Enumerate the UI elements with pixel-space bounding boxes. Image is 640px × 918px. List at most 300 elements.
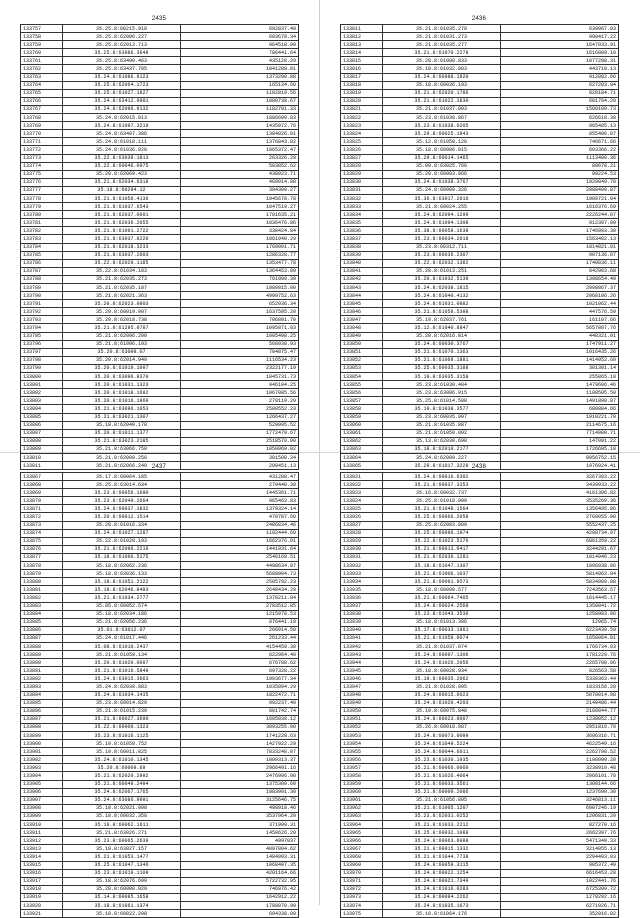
coordinate-cell: 35.19.8:61032.803 (383, 65, 501, 73)
record-id-cell: 133831 (341, 186, 383, 194)
table-row (341, 243, 619, 251)
coordinate-cell: 35.24.8:60024.2568 (383, 602, 501, 610)
table-row (21, 651, 299, 659)
amount-cell: 5330363.44 (501, 675, 619, 683)
amount-cell: 680884.66 (501, 405, 619, 413)
table-row (341, 545, 619, 553)
record-id-cell: 133797 (21, 348, 63, 356)
amount-cell: 639967.03 (501, 25, 619, 33)
coordinate-cell: 35.21.8:63037.2603 (63, 251, 181, 259)
coordinate-cell: 35.21.8:62066.249 (63, 462, 181, 470)
amount-cell: 99224.53 (501, 170, 619, 178)
record-id-cell: 133947 (341, 683, 383, 691)
table-row (21, 130, 299, 138)
amount-cell: 89678.21 (501, 162, 619, 170)
amount-cell: 503852.62 (181, 162, 299, 170)
amount-cell: 568930.93 (181, 340, 299, 348)
table-row (341, 445, 619, 453)
record-id-cell: 133851 (341, 348, 383, 356)
record-id-cell: 133891 (21, 667, 63, 675)
amount-cell: 4097004.62 (181, 845, 299, 853)
coordinate-cell: 35.20.8:61016.334 (63, 521, 181, 529)
coordinate-cell: 35.18.8:62046.8493 (63, 586, 181, 594)
coordinate-cell: 35.21.8:61005.1207 (383, 804, 501, 812)
coordinate-cell: 35.19.8:60075.848 (383, 707, 501, 715)
record-id-cell: 133805 (21, 413, 63, 421)
coordinate-cell: 35.21.8:61070.1363 (383, 348, 501, 356)
record-id-cell: 133792 (21, 308, 63, 316)
coordinate-cell: 35.21.8:61031.273 (383, 33, 501, 41)
amount-cell: 1945678.78 (181, 194, 299, 202)
coordinate-cell: 35.21.8:60027.3690 (63, 715, 181, 723)
coordinate-cell: 35.23.8:60035.997 (383, 413, 501, 421)
record-id-cell: 133856 (341, 389, 383, 397)
table-row (341, 73, 619, 81)
record-id-cell: 133922 (341, 481, 383, 489)
table-row (21, 259, 299, 267)
table-row (21, 453, 299, 461)
record-id-cell: 133845 (341, 300, 383, 308)
record-id-cell: 133877 (21, 553, 63, 561)
coordinate-cell: 35.16.8:60032.737 (383, 489, 501, 497)
record-id-cell: 133847 (341, 316, 383, 324)
table-row (21, 772, 299, 780)
amount-cell: 965485.13 (501, 122, 619, 130)
record-id-cell: 133875 (21, 537, 63, 545)
coordinate-cell: 35.21.8:61091.2722 (63, 227, 181, 235)
table-row (341, 186, 619, 194)
table-row (341, 505, 619, 513)
table-row (341, 699, 619, 707)
record-id-cell: 133819 (341, 89, 383, 97)
record-id-cell: 133803 (21, 397, 63, 405)
record-id-cell: 133960 (341, 788, 383, 796)
table-row (21, 562, 299, 570)
record-id-cell: 133906 (21, 788, 63, 796)
table-row (341, 154, 619, 162)
amount-cell: 4999752.63 (181, 292, 299, 300)
table-row (341, 162, 619, 170)
amount-cell: 1108505.50 (501, 389, 619, 397)
coordinate-cell: 35.20.8:61011.1377 (63, 429, 181, 437)
coordinate-cell: 35.21.8:61022.1830 (383, 97, 501, 105)
table-row (341, 618, 619, 626)
record-id-cell: 133913 (21, 845, 63, 853)
table-row (21, 699, 299, 707)
amount-cell: 907136.07 (501, 251, 619, 259)
coordinate-cell: 35.21.8:61048.1564 (383, 505, 501, 513)
coordinate-cell: 35.24.8:60044.6011 (383, 748, 501, 756)
record-id-cell: 133854 (341, 373, 383, 381)
coordinate-cell: 35.21.8:62035.187 (63, 284, 181, 292)
record-id-cell: 133823 (341, 122, 383, 130)
coordinate-cell: 35.18.8:61060.5175 (63, 553, 181, 561)
record-id-cell: 133885 (21, 618, 63, 626)
record-id-cell: 133802 (21, 389, 63, 397)
table-row (341, 259, 619, 267)
table-row (21, 194, 299, 202)
table-row (341, 356, 619, 364)
amount-cell: 301508.34 (181, 453, 299, 461)
amount-cell: 2486834.46 (181, 521, 299, 529)
coordinate-cell: 35.21.8:63026.271 (63, 829, 181, 837)
record-id-cell: 133769 (21, 122, 63, 130)
coordinate-cell: 35.21.8:61053.1477 (63, 853, 181, 861)
table-row (341, 756, 619, 764)
table-row (341, 796, 619, 804)
coordinate-cell: 35.22.8:61034.103 (63, 267, 181, 275)
amount-cell: 990417.22 (501, 33, 619, 41)
table-row (21, 481, 299, 489)
table-row (341, 691, 619, 699)
coordinate-cell: 35.21.8:61056.4136 (63, 194, 181, 202)
table-row (341, 203, 619, 211)
amount-cell: 1384026.01 (181, 130, 299, 138)
record-id-cell: 133828 (341, 162, 383, 170)
coordinate-cell: 35.23.8:60036.2307 (383, 251, 501, 259)
table-row (341, 683, 619, 691)
coordinate-cell: 35.23.8:60312.711 (383, 243, 501, 251)
amount-cell: 876441.19 (181, 618, 299, 626)
record-id-cell: 133934 (341, 578, 383, 586)
amount-cell: 1614445.17 (501, 594, 619, 602)
coordinate-cell: 35.21.8:60037.3353 (383, 481, 501, 489)
amount-cell: 826563.58 (501, 667, 619, 675)
amount-cell: 1095871.83 (181, 324, 299, 332)
amount-cell: 694338.09 (181, 910, 299, 918)
coordinate-cell: 35.21.8:62056.236 (63, 618, 181, 626)
table-row (341, 497, 619, 505)
table-row (341, 659, 619, 667)
coordinate-cell: 35.21.8:60091.9573 (383, 578, 501, 586)
coordinate-cell: 35.24.8:61026.2056 (383, 659, 501, 667)
amount-cell: 165134.60 (181, 81, 299, 89)
amount-cell: 4498634.97 (181, 562, 299, 570)
coordinate-cell: 35.24.8:62094.1299 (383, 211, 501, 219)
table-row (341, 748, 619, 756)
coordinate-cell: 35.23.8:61039.484 (383, 381, 501, 389)
table-row (341, 251, 619, 259)
record-id-cell: 133943 (341, 651, 383, 659)
record-id-cell: 133767 (21, 105, 63, 113)
record-id-cell: 133921 (341, 473, 383, 481)
coordinate-cell: 35.18.8:61061.1374 (63, 901, 181, 909)
amount-cell: 2051816.70 (501, 723, 619, 731)
table-row (341, 89, 619, 97)
amount-cell: 6725399.72 (501, 885, 619, 893)
table-row (341, 764, 619, 772)
coordinate-cell: 35.25.8:63986.3648 (63, 49, 181, 57)
table-row (341, 812, 619, 820)
coordinate-cell: 35.21.8:61068.1881 (383, 356, 501, 364)
data-table (340, 24, 619, 470)
amount-cell: 7833248.07 (181, 748, 299, 756)
amount-cell: 7714900.71 (501, 429, 619, 437)
amount-cell: 1077298.31 (501, 57, 619, 65)
record-id-cell: 133862 (341, 437, 383, 445)
coordinate-cell: 35.21.8:63037.8220 (63, 235, 181, 243)
coordinate-cell: 35.21.8:61035.277 (383, 41, 501, 49)
amount-cell: 4997037 (181, 837, 299, 845)
table-row (21, 284, 299, 292)
document-page-top-left (20, 14, 298, 470)
record-id-cell: 133804 (21, 405, 63, 413)
record-id-cell: 133929 (341, 537, 383, 545)
record-id-cell: 133920 (21, 901, 63, 909)
amount-cell: 1067085.56 (181, 389, 299, 397)
record-id-cell: 133780 (21, 211, 63, 219)
record-id-cell: 133968 (341, 853, 383, 861)
record-id-cell: 133772 (21, 146, 63, 154)
coordinate-cell: 35.21.8:61059.134 (63, 651, 181, 659)
coordinate-cell: 35.38.8:60058.1638 (383, 227, 501, 235)
record-id-cell: 133971 (341, 877, 383, 885)
record-id-cell: 133939 (341, 618, 383, 626)
record-id-cell: 133811 (21, 462, 63, 470)
table-row (21, 340, 299, 348)
page-number: 2436 (471, 16, 487, 22)
record-id-cell: 133795 (21, 332, 63, 340)
amount-cell: 6861359.22 (501, 537, 619, 545)
coordinate-cell: 35.24.8:60021.7349 (383, 877, 501, 885)
coordinate-cell: 35.21.8:60049.2494 (63, 780, 181, 788)
coordinate-cell: 35.24.8:61020.4203 (383, 699, 501, 707)
table-row (21, 267, 299, 275)
record-id-cell: 133887 (21, 634, 63, 642)
record-id-cell: 133973 (341, 893, 383, 901)
amount-cell: 622964.40 (181, 651, 299, 659)
record-id-cell: 133904 (21, 772, 63, 780)
record-id-cell: 133837 (341, 235, 383, 243)
table-row (341, 300, 619, 308)
table-row (341, 578, 619, 586)
amount-cell: 1286328.77 (181, 251, 299, 259)
amount-cell: 1266437.27 (181, 413, 299, 421)
coordinate-cell: 35.20.8:61031.1323 (63, 381, 181, 389)
coordinate-cell: 35.22.8:62032.1382 (383, 259, 501, 267)
table-row (341, 732, 619, 740)
table-row (341, 138, 619, 146)
record-id-cell: 133810 (21, 453, 63, 461)
amount-cell: 1353477.78 (181, 259, 299, 267)
coordinate-cell: 35.12.8:61050.120 (383, 138, 501, 146)
amount-cell: 4201164.66 (181, 869, 299, 877)
amount-cell: 603366.22 (501, 146, 619, 154)
amount-cell: 1206831.20 (501, 812, 619, 820)
coordinate-cell: 35.21.8:62018.3233 (63, 243, 181, 251)
table-row (341, 553, 619, 561)
coordinate-cell: 35.24.8:60059.3115 (383, 861, 501, 869)
coordinate-cell: 35.18.8:60022.298 (63, 910, 181, 918)
amount-cell: 2262798.52 (501, 748, 619, 756)
record-id-cell: 133785 (21, 251, 63, 259)
record-id-cell: 133843 (341, 284, 383, 292)
amount-cell: 3606316.71 (501, 732, 619, 740)
table-row (21, 473, 299, 481)
table-row (341, 602, 619, 610)
amount-cell: 1036476.86 (181, 219, 299, 227)
coordinate-cell: 35.24.8:61017.446 (63, 634, 181, 642)
amount-cell: 6223430.59 (501, 626, 619, 634)
table-row (341, 513, 619, 521)
table-row (21, 397, 299, 405)
amount-cell: 842903.68 (501, 267, 619, 275)
coordinate-cell: 35.21.8:62009.250 (63, 453, 181, 461)
amount-cell: 601764.20 (501, 97, 619, 105)
record-id-cell: 133763 (21, 73, 63, 81)
record-id-cell: 133842 (341, 275, 383, 283)
amount-cell: 1016435.26 (501, 348, 619, 356)
amount-cell: 905372.49 (501, 861, 619, 869)
amount-cell: 1662376.01 (181, 537, 299, 545)
table-row (21, 300, 299, 308)
table-row (21, 316, 299, 324)
record-id-cell: 133818 (341, 81, 383, 89)
amount-cell: 1006938.06 (501, 562, 619, 570)
table-row (341, 41, 619, 49)
record-id-cell: 133784 (21, 243, 63, 251)
table-row (21, 332, 299, 340)
record-id-cell: 133813 (341, 41, 383, 49)
table-row (341, 829, 619, 837)
record-id-cell: 133963 (341, 812, 383, 820)
record-id-cell: 133764 (21, 81, 63, 89)
record-id-cell: 133880 (21, 578, 63, 586)
coordinate-cell: 35.24.8:61038.3767 (383, 178, 501, 186)
amount-cell: 2114675.16 (501, 421, 619, 429)
coordinate-cell: 35.18.8:61013.306 (383, 618, 501, 626)
record-id-cell: 133811 (341, 25, 383, 33)
amount-cell: 1647033.91 (501, 41, 619, 49)
amount-cell: 3093255.00 (181, 723, 299, 731)
amount-cell: 1450626.29 (181, 829, 299, 837)
table-row (21, 780, 299, 788)
table-row (341, 49, 619, 57)
record-id-cell: 133935 (341, 586, 383, 594)
coordinate-cell: 35.24.8:60023.8007 (383, 715, 501, 723)
coordinate-cell: 35.21.8:60013.0417 (383, 545, 501, 553)
coordinate-cell: 35.21.8:61034.2777 (63, 594, 181, 602)
record-id-cell: 133879 (21, 570, 63, 578)
record-id-cell: 133958 (341, 772, 383, 780)
record-id-cell: 133916 (21, 869, 63, 877)
table-row (21, 740, 299, 748)
record-id-cell: 133964 (341, 821, 383, 829)
table-row (21, 154, 299, 162)
coordinate-cell: 35.17.8:60033.1961 (383, 626, 501, 634)
data-table (20, 24, 299, 470)
amount-cell: 1373290.88 (181, 73, 299, 81)
table-row (21, 89, 299, 97)
table-row (341, 57, 619, 65)
coordinate-cell: 35.36.8:63017.2016 (383, 194, 501, 202)
coordinate-cell: 35.25.8:63437.795 (63, 65, 181, 73)
record-id-cell: 133936 (341, 594, 383, 602)
record-id-cell: 133955 (341, 748, 383, 756)
amount-cell: 1198990.20 (501, 756, 619, 764)
record-id-cell: 133822 (341, 114, 383, 122)
record-id-cell: 133886 (21, 626, 63, 634)
coordinate-cell: 35.24.8:61035.1673 (383, 901, 501, 909)
amount-cell: 3537964.20 (181, 812, 299, 820)
record-id-cell: 133762 (21, 65, 63, 73)
amount-cell: 1976924.41 (501, 462, 619, 470)
record-id-cell: 133815 (341, 57, 383, 65)
table-row (341, 389, 619, 397)
table-row (341, 780, 619, 788)
coordinate-cell: 35.25.8:62093.809 (383, 521, 501, 529)
amount-cell: 1300144.66 (501, 780, 619, 788)
coordinate-cell: 35.18.8:62021.098 (63, 804, 181, 812)
record-id-cell: 133859 (341, 413, 383, 421)
table-row (21, 324, 299, 332)
table-row (21, 437, 299, 445)
amount-cell: 2294493.03 (501, 853, 619, 861)
coordinate-cell: 35.21.8:63023.2185 (63, 437, 181, 445)
amount-cell: 448321.01 (501, 332, 619, 340)
record-id-cell: 133882 (21, 594, 63, 602)
page-number: 2435 (151, 16, 167, 22)
table-row (341, 292, 619, 300)
amount-cell: 827270.16 (501, 821, 619, 829)
data-table (340, 472, 619, 918)
table-row (341, 235, 619, 243)
coordinate-cell: 35.25.8:62096.227 (63, 33, 181, 41)
coordinate-cell: 35.24.8:61040.4132 (383, 292, 501, 300)
record-id-cell: 133855 (341, 381, 383, 389)
amount-cell: 352016.82 (501, 910, 619, 918)
record-id-cell: 133872 (21, 513, 63, 521)
table-row (21, 489, 299, 497)
record-id-cell: 133957 (341, 764, 383, 772)
table-row (21, 405, 299, 413)
amount-cell: 2265708.06 (501, 659, 619, 667)
table-row (341, 893, 619, 901)
coordinate-cell: 35.24.8:61097.3219 (63, 122, 181, 130)
coordinate-cell: 35.24.8:62067.1765 (63, 788, 181, 796)
table-row (341, 25, 619, 33)
record-id-cell: 133786 (21, 259, 63, 267)
coordinate-cell: 35.24.8:61016.0283 (383, 885, 501, 893)
table-row (21, 675, 299, 683)
amount-cell: 746671.66 (501, 138, 619, 146)
table-row (341, 211, 619, 219)
table-row (341, 413, 619, 421)
record-id-cell: 133871 (21, 505, 63, 513)
table-row (21, 251, 299, 259)
coordinate-cell: 35.01.8:63012.07 (63, 626, 181, 634)
coordinate-cell: 35.21.8:61033.2212 (383, 821, 501, 829)
table-row (21, 748, 299, 756)
table-row (341, 772, 619, 780)
coordinate-cell: 35.18.8:62034.186 (63, 610, 181, 618)
record-id-cell: 133783 (21, 235, 63, 243)
amount-cell: 855406.07 (501, 130, 619, 138)
amount-cell: 1833156.28 (501, 683, 619, 691)
amount-cell: 1278292.16 (501, 893, 619, 901)
table-row (341, 437, 619, 445)
coordinate-cell: 35.21.8:61037.093 (383, 105, 501, 113)
table-row (341, 33, 619, 41)
amount-cell: 5814963.04 (501, 570, 619, 578)
amount-cell: 1427922.29 (181, 740, 299, 748)
record-id-cell: 133912 (21, 837, 63, 845)
amount-cell: 1845731.73 (181, 373, 299, 381)
amount-cell: 1563402.13 (501, 235, 619, 243)
amount-cell: 4298734.97 (501, 529, 619, 537)
coordinate-cell: 35.10.8:60011.825 (63, 748, 181, 756)
record-id-cell: 133923 (341, 489, 383, 497)
